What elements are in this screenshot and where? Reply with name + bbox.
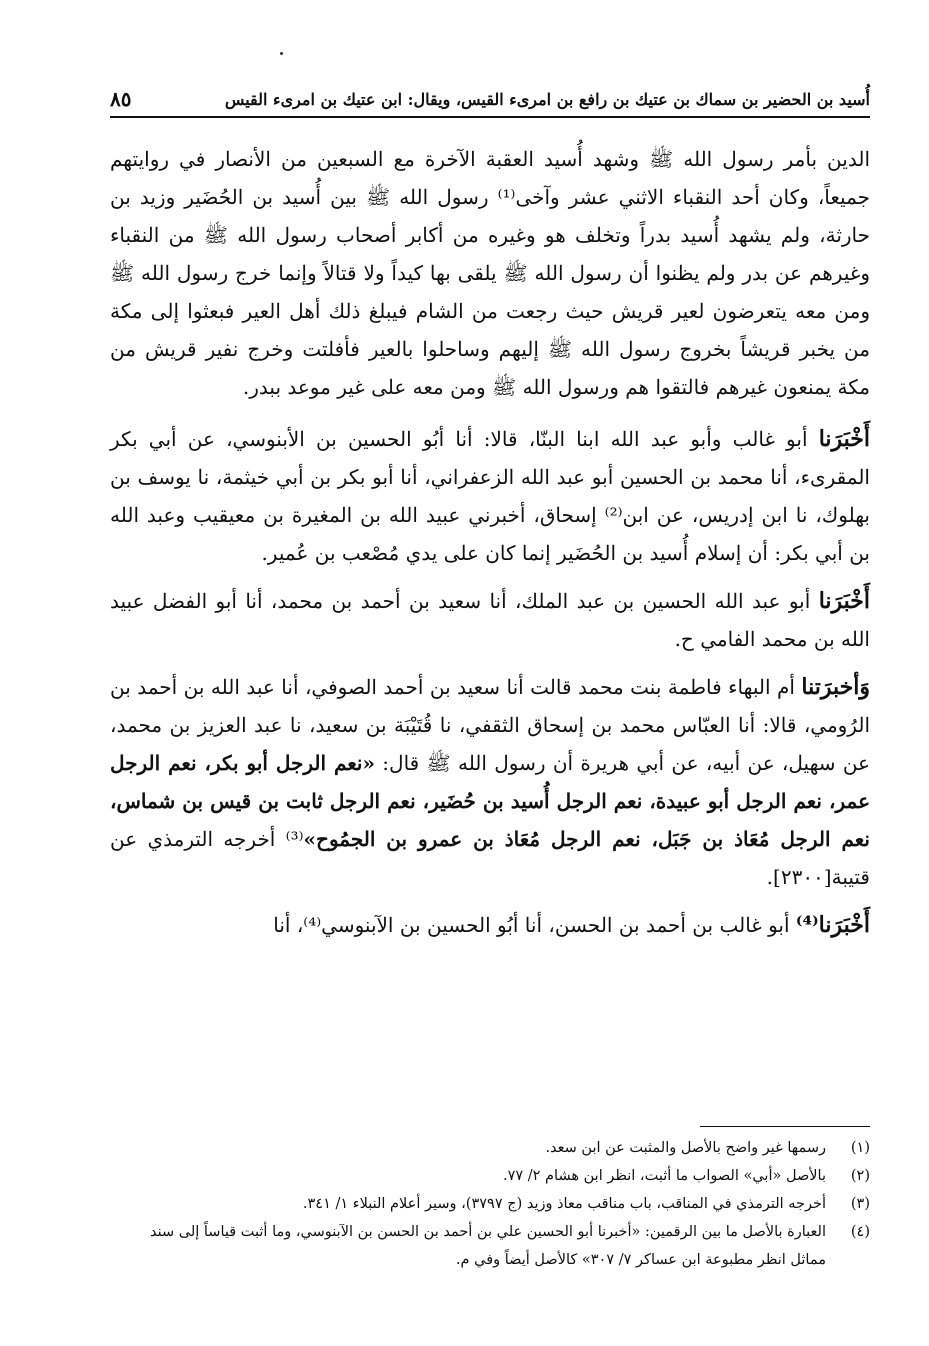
- paragraph-text: أبو غالب وأبو عبد الله ابنا البنّا، قالا: أنا أبُو الحسين بن الأبنوسي، عن أبي بكر المقرىء، أنا محمد بن الحسين أبو عبد الله الزعفراني، أنا أبو بكر بن أبي خيثمة، نا يوسف بن بهلوك، نا ابن إدريس، عن ابن⁽²⁾ إسحاق، أخبرني عبيد الله بن المغيرة بن معيقيب وعبد الله بن أبي بكر: أن إسلام أُسيد بن الحُضَير إنما كان على يدي مُصْعب بن عُمير.: [110, 427, 870, 565]
- footnotes: [110, 1134, 870, 1274]
- paragraph: [110, 140, 870, 406]
- paragraph-text: أم البهاء فاطمة بنت محمد قالت أنا سعيد بن أحمد الصوفي، أنا عبد الله بن أحمد بن الرُومي، قالا: أنا العبّاس محمد بن إسحاق الثقفي، نا قُتَيْبَة بن سعيد، نا عبد العزيز بن محمد، عن سهيل، عن أبيه، عن أبي هريرة أن رسول الله ﷺ قال:: [110, 675, 871, 775]
- paragraph-text: أبو عبد الله الحسين بن عبد الملك، أنا سعيد بن أحمد بن محمد، أنا أبو الفضل عبيد الله بن محمد الفامي ح.: [110, 589, 870, 651]
- footnote-number: (٢): [850, 1168, 870, 1184]
- footnote-text: العبارة بالأصل ما بين الرقمين: «أخبرنا أبو الحسين علي بن أحمد بن الحسن بن الآبنوسي، وما أثبت قياساً إلى سند مماثل انظر مطبوعة ابن عساكر ٧/ ٣٠٧» كالأصل أيضاً وفي م.: [150, 1224, 826, 1268]
- paragraph: [110, 582, 870, 658]
- running-header: [110, 84, 870, 114]
- header-title: أُسيد بن الحضير بن سماك بن عتيك بن رافع بن امرىء القيس، ويقال: ابن عتيك بن امرىء القيس: [224, 89, 870, 109]
- footnote: [110, 1190, 870, 1218]
- paragraph-lead: أَخْبَرَنا: [818, 426, 871, 452]
- footnote-number: (٤): [850, 1224, 870, 1240]
- footnote-text: بالأصل «أبي» الصواب ما أثبت، انظر ابن هشام ٢/ ٧٧.: [502, 1168, 826, 1184]
- footnote-rule: [700, 1126, 870, 1127]
- paragraph: [110, 906, 870, 944]
- paragraph: [110, 420, 870, 572]
- header-rule: [110, 116, 870, 118]
- paragraph-lead: أَخْبَرَنا⁽⁴⁾: [795, 912, 870, 938]
- footnote-number: (٣): [850, 1196, 870, 1212]
- footnote: [110, 1134, 870, 1162]
- hadith-quote: «نعم الرجل أبو بكر، نعم الرجل عمر، نعم الرجل أبو عبيدة، نعم الرجل أُسيد بن حُضَير، نعم الرجل ثابت بن قيس بن شماس، نعم الرجل مُعَاذ بن جَبَل، نعم الرجل مُعَاذ بن عمرو بن الجمُوح»: [110, 751, 870, 851]
- paragraph-lead: أَخْبَرَنا: [818, 588, 871, 614]
- paragraph-text: الدين بأمر رسول الله ﷺ وشهد أُسيد العقبة الآخرة مع السبعين من الأنصار في روايتهم جميعاً، وكان أحد النقباء الاثني عشر وآخى⁽¹⁾ رسول الله ﷺ بين أُسيد بن الحُضَير وزيد بن حارثة، ولم يشهد أُسيد بدراً وتخلف هو وغيره من أكابر أصحاب رسول الله ﷺ من النقباء وغيرهم عن بدر ولم يظنوا أن رسول الله ﷺ يلقى بها كيداً ولا قتالاً وإنما خرج رسول الله ﷺ ومن معه يتعرضون لعير قريش حيث رجعت من الشام فيبلغ ذلك أهل العير فبعثوا إلى مكة من يخبر قريشاً بخروج رسول الله ﷺ إليهم وساحلوا بالعير فأفلتت وخرج نفير قريش من مكة يمنعون غيرهم فالتقوا هم ورسول الله ﷺ ومن معه على غير موعد ببدر.: [110, 147, 870, 399]
- footnote: [110, 1162, 870, 1190]
- main-text: [110, 140, 870, 954]
- page-number: ٨٥: [110, 87, 132, 111]
- footnote-text: أخرجه الترمذي في المناقب، باب مناقب معاذ وزيد (ج ٣٧٩٧)، وسير أعلام النبلاء ١/ ٣٤١.: [302, 1196, 826, 1212]
- footnote-text: رسمها غير واضح بالأصل والمثبت عن ابن سعد.: [545, 1140, 826, 1156]
- paragraph-text: أبو غالب بن أحمد بن الحسن، أنا أبُو الحسين بن الآبنوسي⁽⁴⁾، أنا: [273, 913, 790, 937]
- page-speck: [280, 52, 283, 55]
- paragraph-lead: وَأخبرَتنا: [801, 674, 870, 700]
- paragraph-tail: ⁽³⁾ أخرجه الترمذي عن قتيبة[٢٣٠٠].: [110, 827, 870, 889]
- footnote: [110, 1218, 870, 1274]
- footnote-number: (١): [850, 1140, 870, 1156]
- paragraph: [110, 668, 870, 896]
